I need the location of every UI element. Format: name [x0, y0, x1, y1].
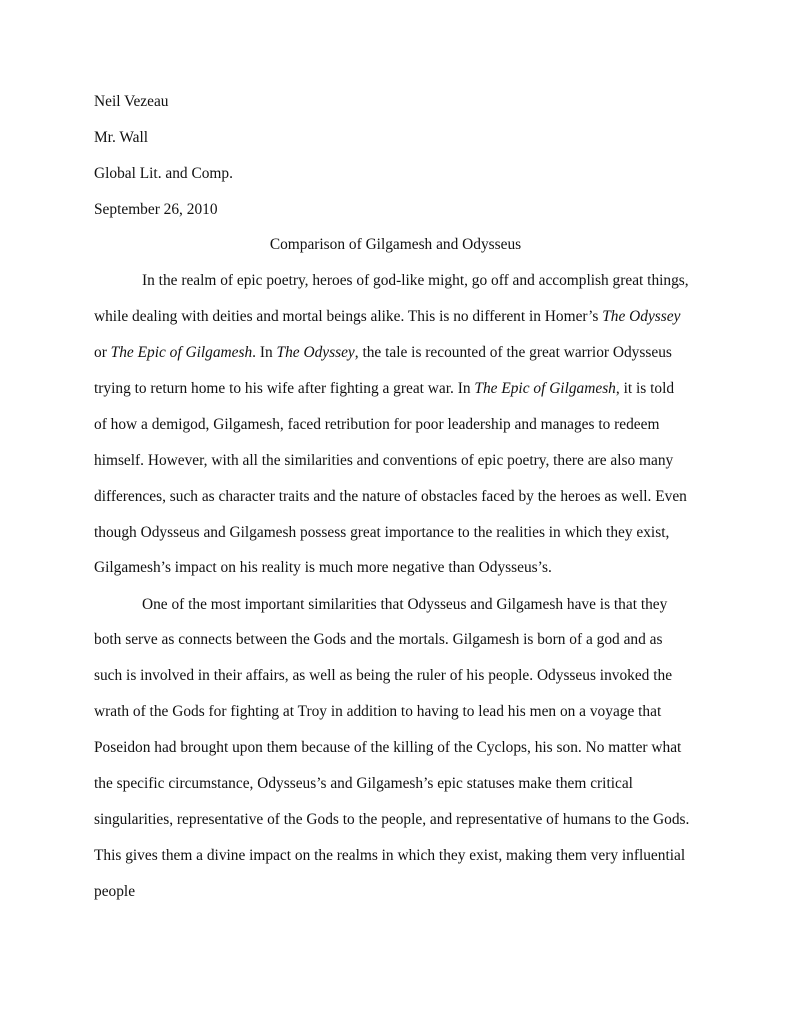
- book-title: The Odyssey: [276, 344, 355, 361]
- paragraph-line: In the realm of epic poetry, heroes of god-like might, go off and accomplish great things,: [142, 272, 689, 289]
- paragraph-line: such is involved in their affairs, as well as being the ruler of his people. Odysseus invoked the: [94, 667, 673, 684]
- book-title: The Epic of Gilgamesh: [110, 344, 253, 361]
- paragraph-line: Poseidon had brought upon them because of the killing of the Cyclops, his son. No matter what: [94, 739, 682, 756]
- paragraph-line: himself. However, with all the similarities and conventions of epic poetry, there are also many: [94, 452, 674, 469]
- paragraph-line: people: [94, 883, 136, 900]
- paragraph-line: the specific circumstance, Odysseus’s and Gilgamesh’s epic statuses make them critical: [94, 775, 633, 792]
- book-title: The Epic of Gilgamesh: [474, 380, 616, 397]
- text-run: , it is told: [615, 380, 675, 397]
- paragraph-line: of how a demigod, Gilgamesh, faced retribution for poor leadership and manages to redeem: [94, 416, 660, 433]
- document-date: September 26, 2010: [94, 201, 218, 218]
- text-run: trying to return home to his wife after fighting a great war. In: [94, 380, 475, 397]
- teacher-name: Mr. Wall: [94, 129, 149, 146]
- course-name: Global Lit. and Comp.: [94, 165, 233, 182]
- text-run: or: [94, 344, 111, 361]
- paragraph-line: singularities, representative of the Gods to the people, and representative of humans to the Gods.: [94, 811, 690, 828]
- text-run: while dealing with deities and mortal beings alike. This is no different in Homer’s: [94, 308, 603, 325]
- paragraph-line: [94, 344, 672, 362]
- paragraph-line: Gilgamesh’s impact on his reality is much more negative than Odysseus’s.: [94, 559, 552, 576]
- paragraph-line: This gives them a divine impact on the realms in which they exist, making them very influential: [94, 847, 686, 864]
- paragraph-line: though Odysseus and Gilgamesh possess great importance to the realities in which they exist,: [94, 524, 670, 541]
- paragraph-line: differences, such as character traits and the nature of obstacles faced by the heroes as well. Even: [94, 488, 687, 505]
- paragraph-line: [94, 308, 680, 326]
- paragraph-line: [94, 380, 674, 398]
- essay-title: Comparison of Gilgamesh and Odysseus: [269, 236, 522, 253]
- paragraph-line: One of the most important similarities that Odysseus and Gilgamesh have is that they: [142, 596, 668, 613]
- book-title: The Odyssey: [602, 308, 681, 325]
- text-run: . In: [252, 344, 277, 361]
- text-run: , the tale is recounted of the great warrior Odysseus: [354, 344, 672, 361]
- paragraph-line: wrath of the Gods for fighting at Troy in addition to having to lead his men on a voyage that: [94, 703, 662, 720]
- author-name: Neil Vezeau: [94, 93, 169, 110]
- paragraph-line: both serve as connects between the Gods and the mortals. Gilgamesh is born of a god and as: [94, 631, 663, 648]
